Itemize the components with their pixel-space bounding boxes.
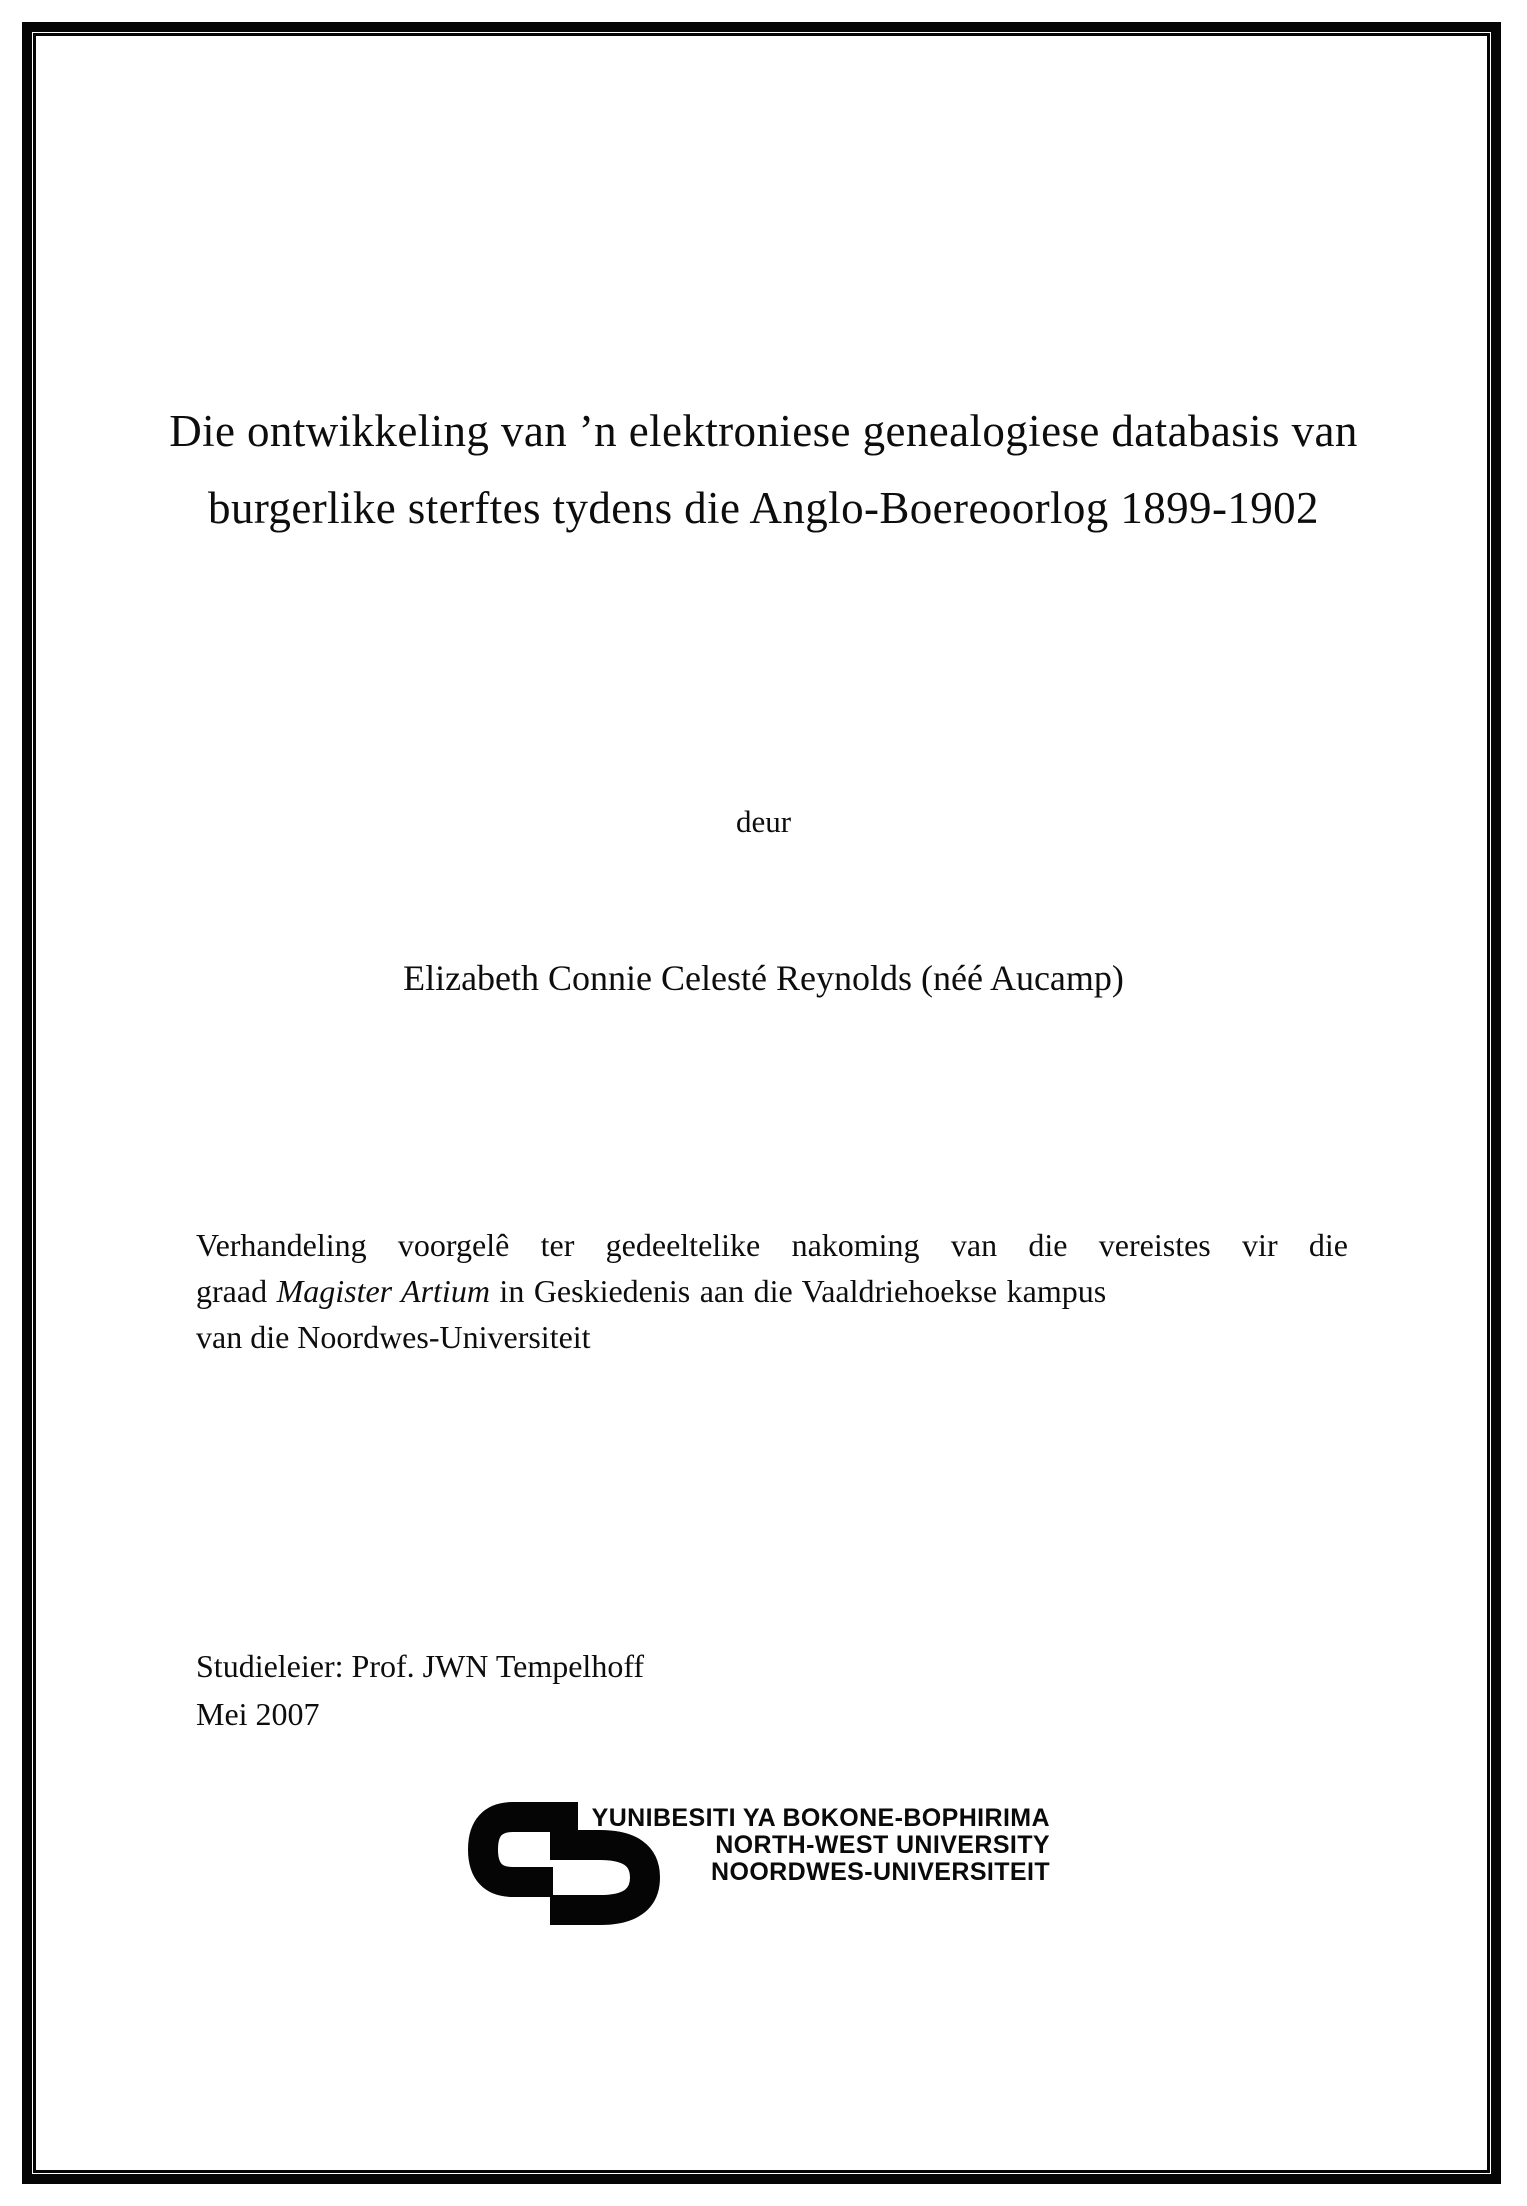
byline-deur: deur — [735, 804, 792, 839]
degree-name-italic: Magister Artium — [276, 1273, 490, 1309]
submission-line-2 — [196, 1268, 1348, 1314]
university-logo — [450, 1795, 1070, 1990]
logo-text-setswana: YUNIBESITI YA BOKONE-BOPHIRIMA — [591, 1804, 1050, 1832]
title-line-2: burgerlike sterftes tydens die Anglo-Boereoorlog 1899-1902 — [208, 483, 1319, 533]
supervisor-line: Studieleier: Prof. JWN Tempelhoff — [196, 1648, 645, 1684]
submission-statement — [196, 1222, 1348, 1360]
logo-text-afrikaans: NOORDWES-UNIVERSITEIT — [711, 1858, 1050, 1886]
submission-line-2-prefix: graad — [196, 1273, 277, 1309]
thesis-title — [60, 393, 1467, 547]
university-logo-text — [450, 1805, 1050, 1886]
submission-line-1: Verhandeling voorgelê ter gedeeltelike nakoming van die vereistes vir die — [196, 1227, 1348, 1263]
title-line-1: Die ontwikkeling van ’n elektroniese genealogiese databasis van — [169, 406, 1358, 456]
submission-line-2-suffix: in Geskiedenis aan die Vaaldriehoekse kampus — [489, 1273, 1107, 1309]
date-line: Mei 2007 — [196, 1696, 320, 1732]
logo-text-english: NORTH-WEST UNIVERSITY — [715, 1831, 1050, 1859]
author-name: Elizabeth Connie Celesté Reynolds (néé Aucamp) — [403, 958, 1124, 998]
supervisor-block — [196, 1642, 644, 1738]
submission-line-3: van die Noordwes-Universiteit — [196, 1319, 591, 1355]
